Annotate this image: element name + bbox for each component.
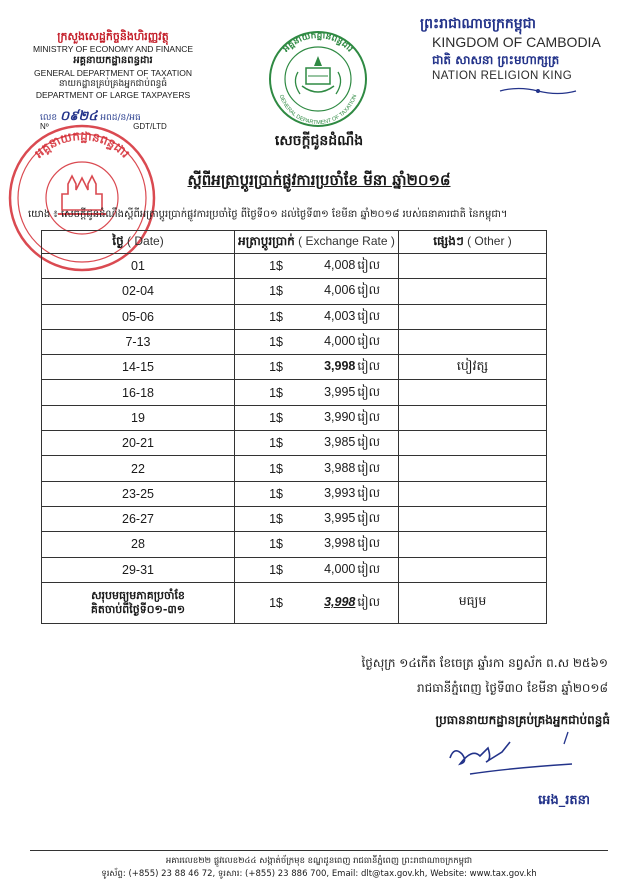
table-row <box>42 431 547 456</box>
average-label-2: គិតចាប់ពីថ្ងៃទី០១-៣១ <box>90 602 186 616</box>
header-rate-en: ( Exchange Rate ) <box>298 234 395 248</box>
ornament-divider <box>498 86 578 96</box>
signer-name: អេង_រតនា <box>538 793 590 808</box>
cell-other <box>399 456 547 481</box>
department-name-kh: នាយកដ្ឋានគ្រប់គ្រងអ្នកជាប់ពន្ធធំ <box>58 79 168 89</box>
cell-other <box>399 254 547 279</box>
rate-unit: រៀល <box>357 485 380 500</box>
header-rate <box>235 231 399 254</box>
motto-en: NATION RELIGION KING <box>432 70 573 82</box>
cell-rate <box>289 431 399 456</box>
gdt-name-kh: អគ្គនាយកដ្ឋានពន្ធដារ <box>73 55 153 66</box>
notice-subject: ស្ដីពីអត្រាប្ដូរប្រាក់ផ្លូវការប្រចាំខែ មីនា ឆ្នាំ២០១៨ <box>187 171 451 189</box>
rate-value: 3,990 <box>324 409 356 424</box>
gdt-emblem <box>262 24 374 130</box>
header-date-kh: ថ្ងៃ <box>112 234 124 248</box>
cell-currency: 1$ <box>235 279 290 304</box>
cell-other <box>399 532 547 557</box>
cell-currency: 1$ <box>235 380 290 405</box>
cell-currency: 1$ <box>235 431 290 456</box>
cell-other <box>399 557 547 582</box>
cell-date: 22 <box>42 456 235 481</box>
cell-date: 7-13 <box>42 329 235 354</box>
cell-currency: 1$ <box>235 532 290 557</box>
cell-rate <box>289 532 399 557</box>
cell-date: 16-18 <box>42 380 235 405</box>
emblem-caption: GENERAL DEPARTMENT OF TAXATION <box>277 94 359 127</box>
average-rate-value: 3,998 <box>324 594 356 609</box>
ref-suffix: អពដ/ន/អធ <box>100 113 141 123</box>
cell-other <box>399 506 547 531</box>
signature <box>440 728 590 788</box>
ref-sub-prefix: Nº <box>40 122 49 131</box>
cell-other <box>399 481 547 506</box>
cell-date: 02-04 <box>42 279 235 304</box>
kingdom-name-kh: ព្រះរាជាណាចក្រកម្ពុជា <box>420 16 537 32</box>
kingdom-name-en: KINGDOM OF CAMBODIA <box>432 34 601 50</box>
rate-value: 4,006 <box>324 283 356 298</box>
cell-other <box>399 304 547 329</box>
rate-unit: រៀល <box>357 334 380 349</box>
header-other-kh: ផ្សេងៗ <box>433 234 464 248</box>
cell-other <box>399 279 547 304</box>
header-date <box>42 231 235 254</box>
rate-value: 3,998 <box>324 359 356 374</box>
table-row <box>42 329 547 354</box>
cell-date: 20-21 <box>42 431 235 456</box>
cell-currency: 1$ <box>235 254 290 279</box>
cell-rate <box>289 279 399 304</box>
table-row <box>42 304 547 329</box>
cell-currency: 1$ <box>235 481 290 506</box>
cell-currency: 1$ <box>235 304 290 329</box>
rate-unit: រៀល <box>357 594 380 609</box>
svg-text:GENERAL DEPARTMENT OF TAXATION <box>278 94 359 126</box>
ref-number: ០៩២៤ <box>60 109 98 124</box>
table-row <box>42 506 547 531</box>
cell-other <box>399 380 547 405</box>
table-row <box>42 279 547 304</box>
cell-rate <box>289 355 399 380</box>
rate-unit: រៀល <box>357 435 380 450</box>
cell-other: បៀវត្ស <box>399 355 547 380</box>
header-date-en: ( Date) <box>127 234 164 248</box>
table-row <box>42 405 547 430</box>
footer-address: អគារលេខ២២ ផ្លូវលេខ២៤៤ សង្កាត់ច័ក្រមុខ ខណ្ឌដូនពេញ រាជធានីភ្នំពេញ ព្រះរាជាណាចក្រកម្ពុជា <box>165 856 473 866</box>
stamp-text: អគ្គនាយកដ្ឋានពន្ធដារ <box>31 128 133 161</box>
header-other-en: ( Other ) <box>467 234 512 248</box>
svg-text:អគ្គនាយកដ្ឋានពន្ធដារ <box>281 31 355 55</box>
cell-average-label <box>42 582 235 623</box>
cell-date: 05-06 <box>42 304 235 329</box>
rate-value: 3,998 <box>324 536 356 551</box>
cell-currency: 1$ <box>235 456 290 481</box>
rate-value: 3,995 <box>324 511 356 526</box>
lunar-date: ថ្ងៃសុក្រ ១៤កើត ខែចេត្រ ឆ្នាំរកា នព្វស័ក ព.ស ២៥៦១ <box>361 656 608 670</box>
rate-value: 3,993 <box>324 485 356 500</box>
ministry-name-kh: ក្រសួងសេដ្ឋកិច្ចនិងហិរញ្ញវត្ថុ <box>57 30 169 43</box>
department-name-en: DEPARTMENT OF LARGE TAXPAYERS <box>35 90 191 100</box>
footer-contact: ទូរស័ព្ទ: (+855) 23 88 46 72, ទូរសារ: (+855) 23 886 700, Email: dlt@tax.gov.kh, Website: www.tax.gov.kh <box>101 869 537 879</box>
motto-kh: ជាតិ សាសនា ព្រះមហាក្សត្រ <box>432 53 560 67</box>
table-row <box>42 355 547 380</box>
cell-date: 14-15 <box>42 355 235 380</box>
cell-rate <box>289 506 399 531</box>
cell-date: 26-27 <box>42 506 235 531</box>
table-header-row <box>42 231 547 254</box>
cell-date: 23-25 <box>42 481 235 506</box>
cell-currency: 1$ <box>235 506 290 531</box>
rate-unit: រៀល <box>357 460 380 475</box>
cell-rate <box>289 380 399 405</box>
cell-currency: 1$ <box>235 557 290 582</box>
header-other <box>399 231 547 254</box>
exchange-rate-table <box>41 230 547 624</box>
rate-unit: រៀល <box>357 359 380 374</box>
cell-date: 19 <box>42 405 235 430</box>
emblem-text: អគ្គនាយកដ្ឋានពន្ធដារ <box>281 30 355 55</box>
footer-divider <box>30 850 608 851</box>
cell-currency: 1$ <box>235 405 290 430</box>
ministry-name-en: MINISTRY OF ECONOMY AND FINANCE <box>32 44 194 54</box>
place-date: រាជធានីភ្នំពេញ ថ្ងៃទី៣០ ខែមីនា ឆ្នាំ២០១៨ <box>416 681 608 695</box>
rate-value: 3,988 <box>324 460 356 475</box>
ref-sub-suffix: GDT/LTD <box>133 122 167 131</box>
cell-rate <box>289 481 399 506</box>
rate-value: 4,008 <box>324 258 356 273</box>
table-row <box>42 456 547 481</box>
table-row <box>42 557 547 582</box>
rate-unit: រៀល <box>357 258 380 273</box>
notice-title: សេចក្ដីជូនដំណឹង <box>274 133 364 149</box>
cell-rate <box>289 304 399 329</box>
average-row <box>42 582 547 623</box>
rate-unit: រៀល <box>357 536 380 551</box>
rate-value: 3,995 <box>324 384 356 399</box>
cell-rate <box>289 557 399 582</box>
director-title: ប្រធាននាយកដ្ឋានគ្រប់គ្រងអ្នកជាប់ពន្ធធំ <box>435 713 610 727</box>
rate-value: 4,000 <box>324 334 356 349</box>
header-rate-kh: អត្រាប្ដូរប្រាក់ <box>238 234 295 248</box>
cell-rate <box>289 329 399 354</box>
table-row <box>42 532 547 557</box>
table-row <box>42 254 547 279</box>
rate-value: 4,003 <box>324 308 356 323</box>
rate-unit: រៀល <box>357 384 380 399</box>
cell-date: 29-31 <box>42 557 235 582</box>
rate-unit: រៀល <box>357 511 380 526</box>
rate-value: 3,985 <box>324 435 356 450</box>
cell-average-other: មធ្យម <box>399 582 547 623</box>
gdt-name-en: GENERAL DEPARTMENT OF TAXATION <box>34 68 192 78</box>
table-row <box>42 481 547 506</box>
table-row <box>42 380 547 405</box>
cell-currency: 1$ <box>235 355 290 380</box>
cell-rate <box>289 456 399 481</box>
cell-average-rate <box>289 582 399 623</box>
cell-other <box>399 431 547 456</box>
ref-prefix: លេខ <box>40 113 58 123</box>
rate-unit: រៀល <box>357 308 380 323</box>
cell-date: 01 <box>42 254 235 279</box>
rate-value: 4,000 <box>324 561 356 576</box>
cell-currency: 1$ <box>235 582 290 623</box>
reference-line: យោង ៖ សេចក្ដីជូនដំណឹងស្ដីពីអត្រាប្ដូរប្រាក់ផ្លូវការប្រចាំថ្ងៃ ពីថ្ងៃទី០១ ដល់ថ្ងៃទី៣១ ខែមីនា ឆ្នាំ២០១៨ របស់ធនាគារជាតិ នៃកម្ពុជា។ <box>28 209 508 220</box>
cell-date: 28 <box>42 532 235 557</box>
cell-rate <box>289 254 399 279</box>
average-label-1: សរុបមធ្យមភាគប្រចាំខែ <box>91 588 185 602</box>
rate-unit: រៀល <box>357 561 380 576</box>
rate-unit: រៀល <box>357 409 380 424</box>
cell-other <box>399 329 547 354</box>
cell-other <box>399 405 547 430</box>
rate-unit: រៀល <box>357 283 380 298</box>
cell-rate <box>289 405 399 430</box>
cell-currency: 1$ <box>235 329 290 354</box>
